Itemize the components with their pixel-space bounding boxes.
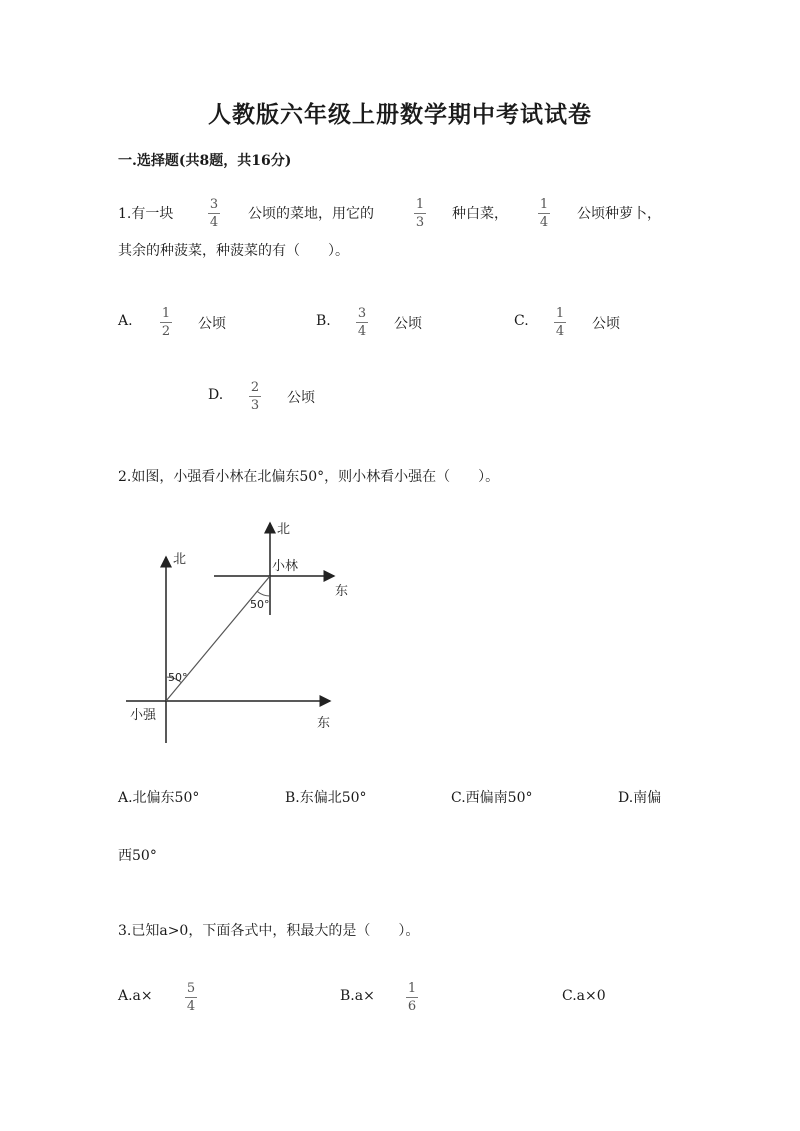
section-heading: 一.选择题(共8题，共16分) — [118, 153, 292, 169]
q1-option-a-fraction — [160, 306, 172, 339]
east-label-2: 东 — [335, 584, 349, 599]
q1-option-a-unit: 公顷 — [198, 316, 226, 332]
q1-option-c-fraction — [554, 306, 566, 339]
q1-option-d-fraction — [249, 380, 261, 413]
q1-text-part4: 公顷种萝卜， — [577, 206, 661, 222]
q1-option-a-label: A. — [118, 313, 133, 329]
q1-text-part3: 种白菜， — [452, 206, 508, 222]
xiaolin-label: 小林 — [272, 559, 299, 574]
fraction-numerator: 5 — [186, 981, 196, 996]
q1-option-b-label: B. — [316, 313, 331, 329]
fraction-denominator: 4 — [209, 215, 219, 230]
fraction-denominator: 3 — [415, 215, 425, 230]
q3-option-c: C.a×0 — [562, 988, 606, 1004]
angle-arc-xiaolin — [257, 591, 270, 596]
xiaoqiang-label: 小强 — [130, 708, 157, 723]
q1-option-d-unit: 公顷 — [287, 390, 315, 406]
q1-text-line2: 其余的种菠菜，种菠菜的有（ ）。 — [118, 243, 349, 259]
angle-label-2: 50° — [250, 598, 270, 611]
fraction-denominator: 3 — [250, 398, 260, 413]
fraction-numerator: 1 — [555, 306, 565, 321]
q1-text-part1: 1.有一块 — [118, 206, 174, 222]
q2-option-b: B.东偏北50° — [285, 790, 367, 806]
q1-fraction-3 — [538, 197, 550, 230]
fraction-denominator: 4 — [186, 999, 196, 1014]
q3-option-b-fraction — [406, 981, 418, 1014]
fraction-denominator: 4 — [539, 215, 549, 230]
fraction-numerator: 1 — [161, 306, 171, 321]
fraction-numerator: 1 — [415, 197, 425, 212]
fraction-denominator: 4 — [555, 324, 565, 339]
direction-diagram — [118, 515, 378, 750]
q2-text: 2.如图，小强看小林在北偏东50°，则小林看小强在（ ）。 — [118, 469, 500, 485]
q2-option-c: C.西偏南50° — [451, 790, 533, 806]
angle-label-1: 50° — [168, 671, 188, 684]
fraction-numerator: 3 — [209, 197, 219, 212]
q2-option-a: A.北偏东50° — [118, 790, 200, 806]
page-title: 人教版六年级上册数学期中考试试卷 — [208, 101, 592, 128]
east-label-1: 东 — [317, 716, 331, 731]
fraction-denominator: 4 — [357, 324, 367, 339]
fraction-denominator: 6 — [407, 999, 417, 1014]
q3-option-a-label: A.a× — [118, 988, 153, 1004]
north-label-1: 北 — [173, 552, 187, 567]
fraction-denominator: 2 — [161, 324, 171, 339]
fraction-numerator: 3 — [357, 306, 367, 321]
q1-text-part2: 公顷的菜地，用它的 — [248, 206, 374, 222]
q1-option-b-unit: 公顷 — [394, 316, 422, 332]
q3-option-b-label: B.a× — [340, 988, 375, 1004]
q1-option-b-fraction — [356, 306, 368, 339]
fraction-numerator: 1 — [407, 981, 417, 996]
q2-option-d: D.南偏 — [618, 790, 662, 806]
q1-option-d-label: D. — [208, 387, 224, 403]
fraction-numerator: 2 — [250, 380, 260, 395]
north-label-2: 北 — [277, 522, 291, 537]
fraction-numerator: 1 — [539, 197, 549, 212]
q3-option-a-fraction — [185, 981, 197, 1014]
q1-option-c-unit: 公顷 — [592, 316, 620, 332]
q1-fraction-1 — [208, 197, 220, 230]
q2-option-d-continued: 西50° — [118, 848, 157, 864]
q1-fraction-2 — [414, 197, 426, 230]
q1-option-c-label: C. — [514, 313, 529, 329]
q3-text: 3.已知a>0，下面各式中，积最大的是（ ）。 — [118, 923, 420, 939]
